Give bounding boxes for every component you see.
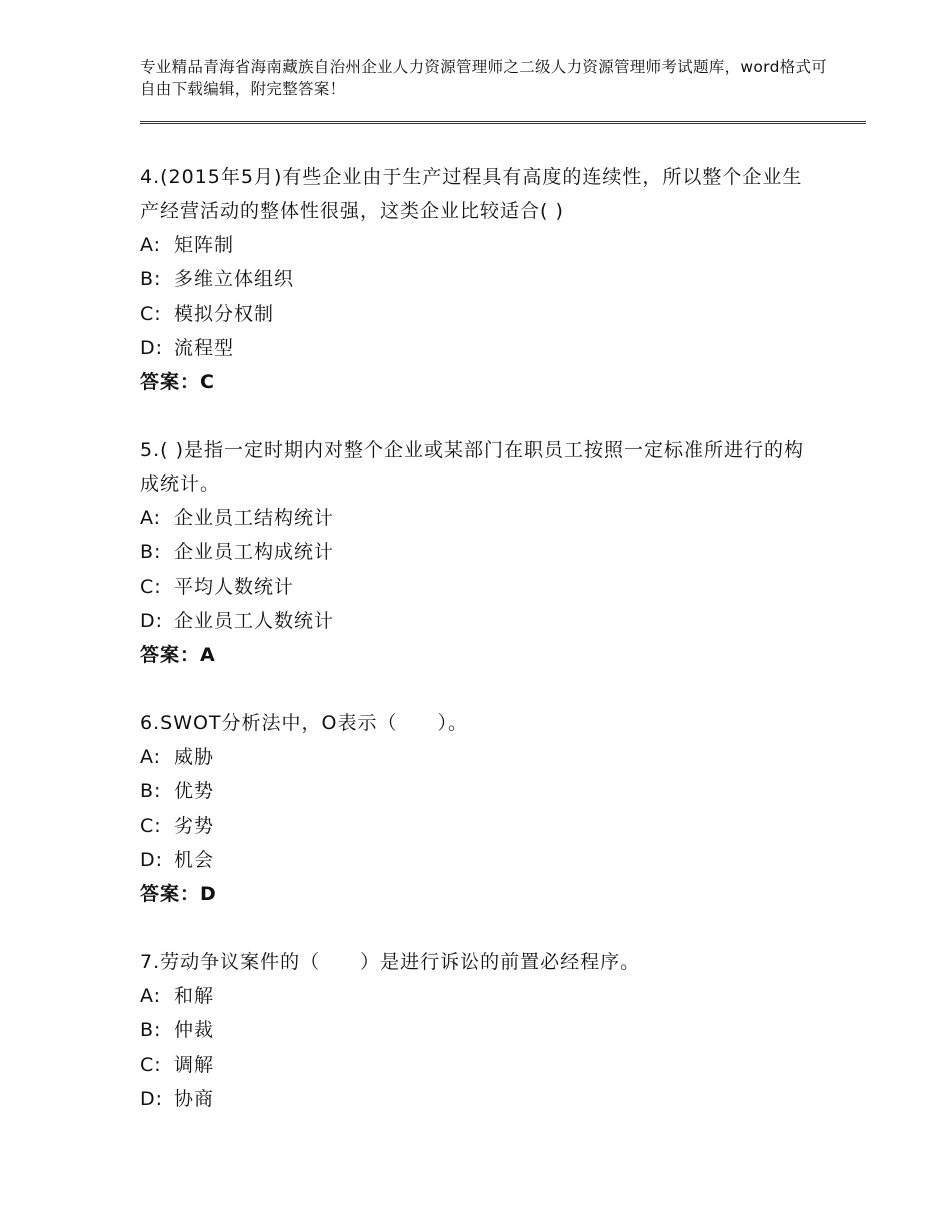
option-d <box>140 331 820 365</box>
option-letter: B: <box>140 780 162 803</box>
option-text: 企业员工结构统计 <box>174 507 335 529</box>
question-block <box>140 160 820 399</box>
question-block <box>140 706 820 911</box>
option-letter: C: <box>140 302 162 325</box>
question-stem: 4.(2015年5月)有些企业由于生产过程具有高度的连续性，所以整个企业生产经营活动的整体性很强，这类企业比较适合( ) <box>140 166 803 222</box>
option-text: 企业员工人数统计 <box>174 609 335 632</box>
option-letter: B: <box>140 541 162 564</box>
answer-line: 答案：A <box>140 644 216 667</box>
option-letter: B: <box>140 268 162 291</box>
option-letter: D: <box>140 1087 164 1110</box>
option-a <box>140 740 820 774</box>
header-divider <box>140 121 866 124</box>
question-stem: 7.劳动争议案件的（ ）是进行诉讼的前置必经程序。 <box>140 951 641 973</box>
option-d <box>140 1082 820 1116</box>
option-letter: C: <box>140 814 162 837</box>
question-stem: 6.SWOT分析法中，O表示（ ）。 <box>140 712 468 734</box>
option-text: 和解 <box>174 985 215 1007</box>
option-c <box>140 570 820 604</box>
option-text: 矩阵制 <box>174 234 235 256</box>
option-a <box>140 979 820 1013</box>
option-a <box>140 228 820 262</box>
answer-line: 答案：C <box>140 371 215 394</box>
option-text: 劣势 <box>174 814 215 837</box>
option-letter: B: <box>140 1019 162 1042</box>
option-c <box>140 297 820 331</box>
option-c <box>140 809 820 843</box>
option-text: 平均人数统计 <box>174 575 295 598</box>
answer-line: 答案：D <box>140 883 217 906</box>
option-b <box>140 774 820 808</box>
option-b <box>140 1013 820 1047</box>
option-text: 调解 <box>174 1053 215 1076</box>
option-text: 仲裁 <box>174 1019 215 1042</box>
question-stem: 5.( )是指一定时期内对整个企业或某部门在职员工按照一定标准所进行的构成统计。 <box>140 439 804 495</box>
option-text: 企业员工构成统计 <box>174 541 335 564</box>
option-d <box>140 843 820 877</box>
question-block <box>140 433 820 672</box>
option-letter: A: <box>140 234 162 256</box>
option-letter: C: <box>140 1053 162 1076</box>
question-block <box>140 945 820 1116</box>
option-letter: A: <box>140 985 162 1007</box>
option-text: 优势 <box>174 780 215 803</box>
option-text: 模拟分权制 <box>174 302 275 325</box>
option-letter: D: <box>140 848 164 871</box>
option-letter: D: <box>140 609 164 632</box>
option-letter: A: <box>140 507 162 529</box>
option-text: 机会 <box>174 848 215 871</box>
option-text: 多维立体组织 <box>174 268 295 291</box>
option-text: 威胁 <box>174 746 215 768</box>
option-a <box>140 501 820 535</box>
option-c <box>140 1048 820 1082</box>
option-letter: A: <box>140 746 162 768</box>
option-b <box>140 535 820 569</box>
option-b <box>140 262 820 296</box>
option-letter: C: <box>140 575 162 598</box>
document-header: 专业精品青海省海南藏族自治州企业人力资源管理师之二级人力资源管理师考试题库，word格式可自由下载编辑，附完整答案！ <box>140 58 828 98</box>
option-text: 协商 <box>174 1087 215 1110</box>
option-letter: D: <box>140 336 164 359</box>
option-text: 流程型 <box>174 336 235 359</box>
option-d <box>140 604 820 638</box>
